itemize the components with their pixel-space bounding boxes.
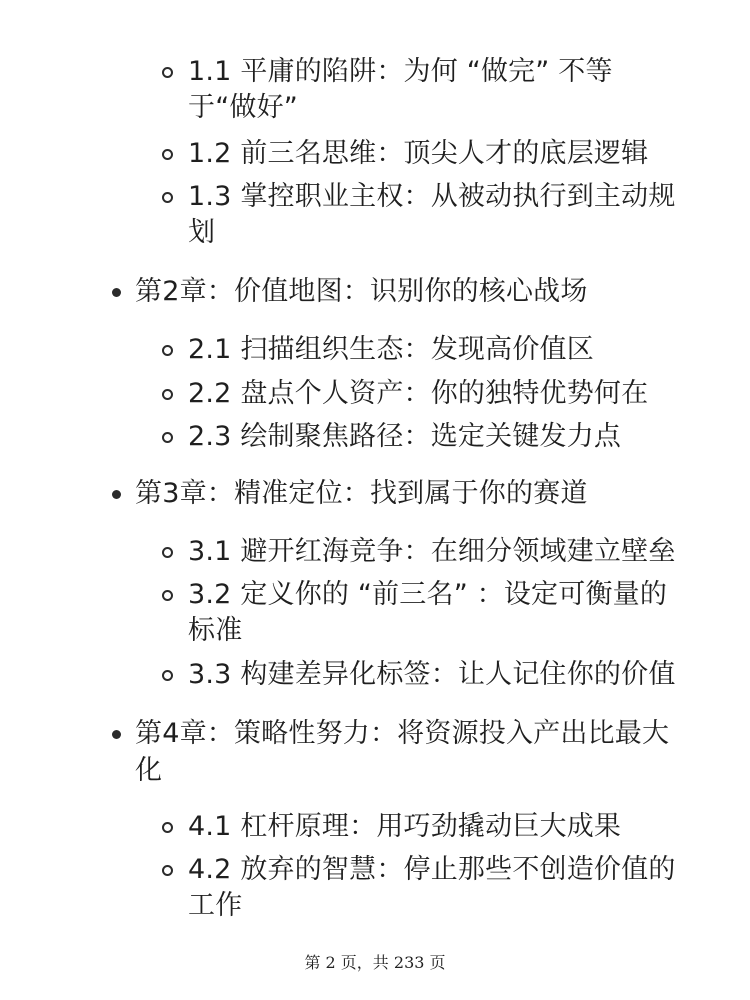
toc-item-2-1: 2.1 扫描组织生态：发现高价值区 (188, 334, 594, 365)
sub-bullet-icon (162, 822, 173, 833)
toc-item-2-2: 2.2 盘点个人资产：你的独特优势何在 (188, 378, 649, 409)
toc-item-1-2: 1.2 前三名思维：顶尖人才的底层逻辑 (188, 138, 649, 169)
sub-bullet-icon (162, 547, 173, 558)
sub-bullet-icon (162, 192, 173, 203)
toc-chapter-3: 第3章：精准定位：找到属于你的赛道 (135, 478, 588, 509)
toc-chapter-4-cont: 化 (135, 755, 163, 786)
sub-bullet-icon (162, 149, 173, 160)
sub-bullet-icon (162, 345, 173, 356)
toc-item-3-1: 3.1 避开红海竞争：在细分领域建立壁垒 (188, 536, 676, 567)
page-number-footer: 第 2 页，共 233 页 (304, 953, 446, 972)
toc-item-1-1: 1.1 平庸的陷阱：为何 “做完” 不等 (188, 56, 613, 87)
toc-item-4-2-cont: 工作 (188, 890, 243, 921)
toc-item-4-1: 4.1 杠杆原理：用巧劲撬动巨大成果 (188, 811, 622, 842)
sub-bullet-icon (162, 432, 173, 443)
sub-bullet-icon (162, 670, 173, 681)
main-bullet-icon (112, 490, 121, 499)
toc-item-3-2: 3.2 定义你的 “前三名” ：设定可衡量的 (188, 579, 668, 610)
toc-item-3-2-cont: 标准 (188, 615, 243, 646)
toc-item-4-2: 4.2 放弃的智慧：停止那些不创造价值的 (188, 854, 676, 885)
sub-bullet-icon (162, 865, 173, 876)
toc-item-1-3: 1.3 掌控职业主权：从被动执行到主动规 (188, 181, 676, 212)
toc-chapter-4: 第4章：策略性努力：将资源投入产出比最大 (135, 718, 670, 749)
toc-item-3-3: 3.3 构建差异化标签：让人记住你的价值 (188, 659, 676, 690)
toc-item-2-3: 2.3 绘制聚焦路径：选定关键发力点 (188, 421, 622, 452)
sub-bullet-icon (162, 590, 173, 601)
toc-item-1-3-cont: 划 (188, 217, 216, 248)
sub-bullet-icon (162, 389, 173, 400)
main-bullet-icon (112, 730, 121, 739)
toc-item-1-1-cont: 于“做好” (188, 92, 298, 123)
main-bullet-icon (112, 288, 121, 297)
toc-chapter-2: 第2章：价值地图：识别你的核心战场 (135, 276, 588, 307)
sub-bullet-icon (162, 67, 173, 78)
